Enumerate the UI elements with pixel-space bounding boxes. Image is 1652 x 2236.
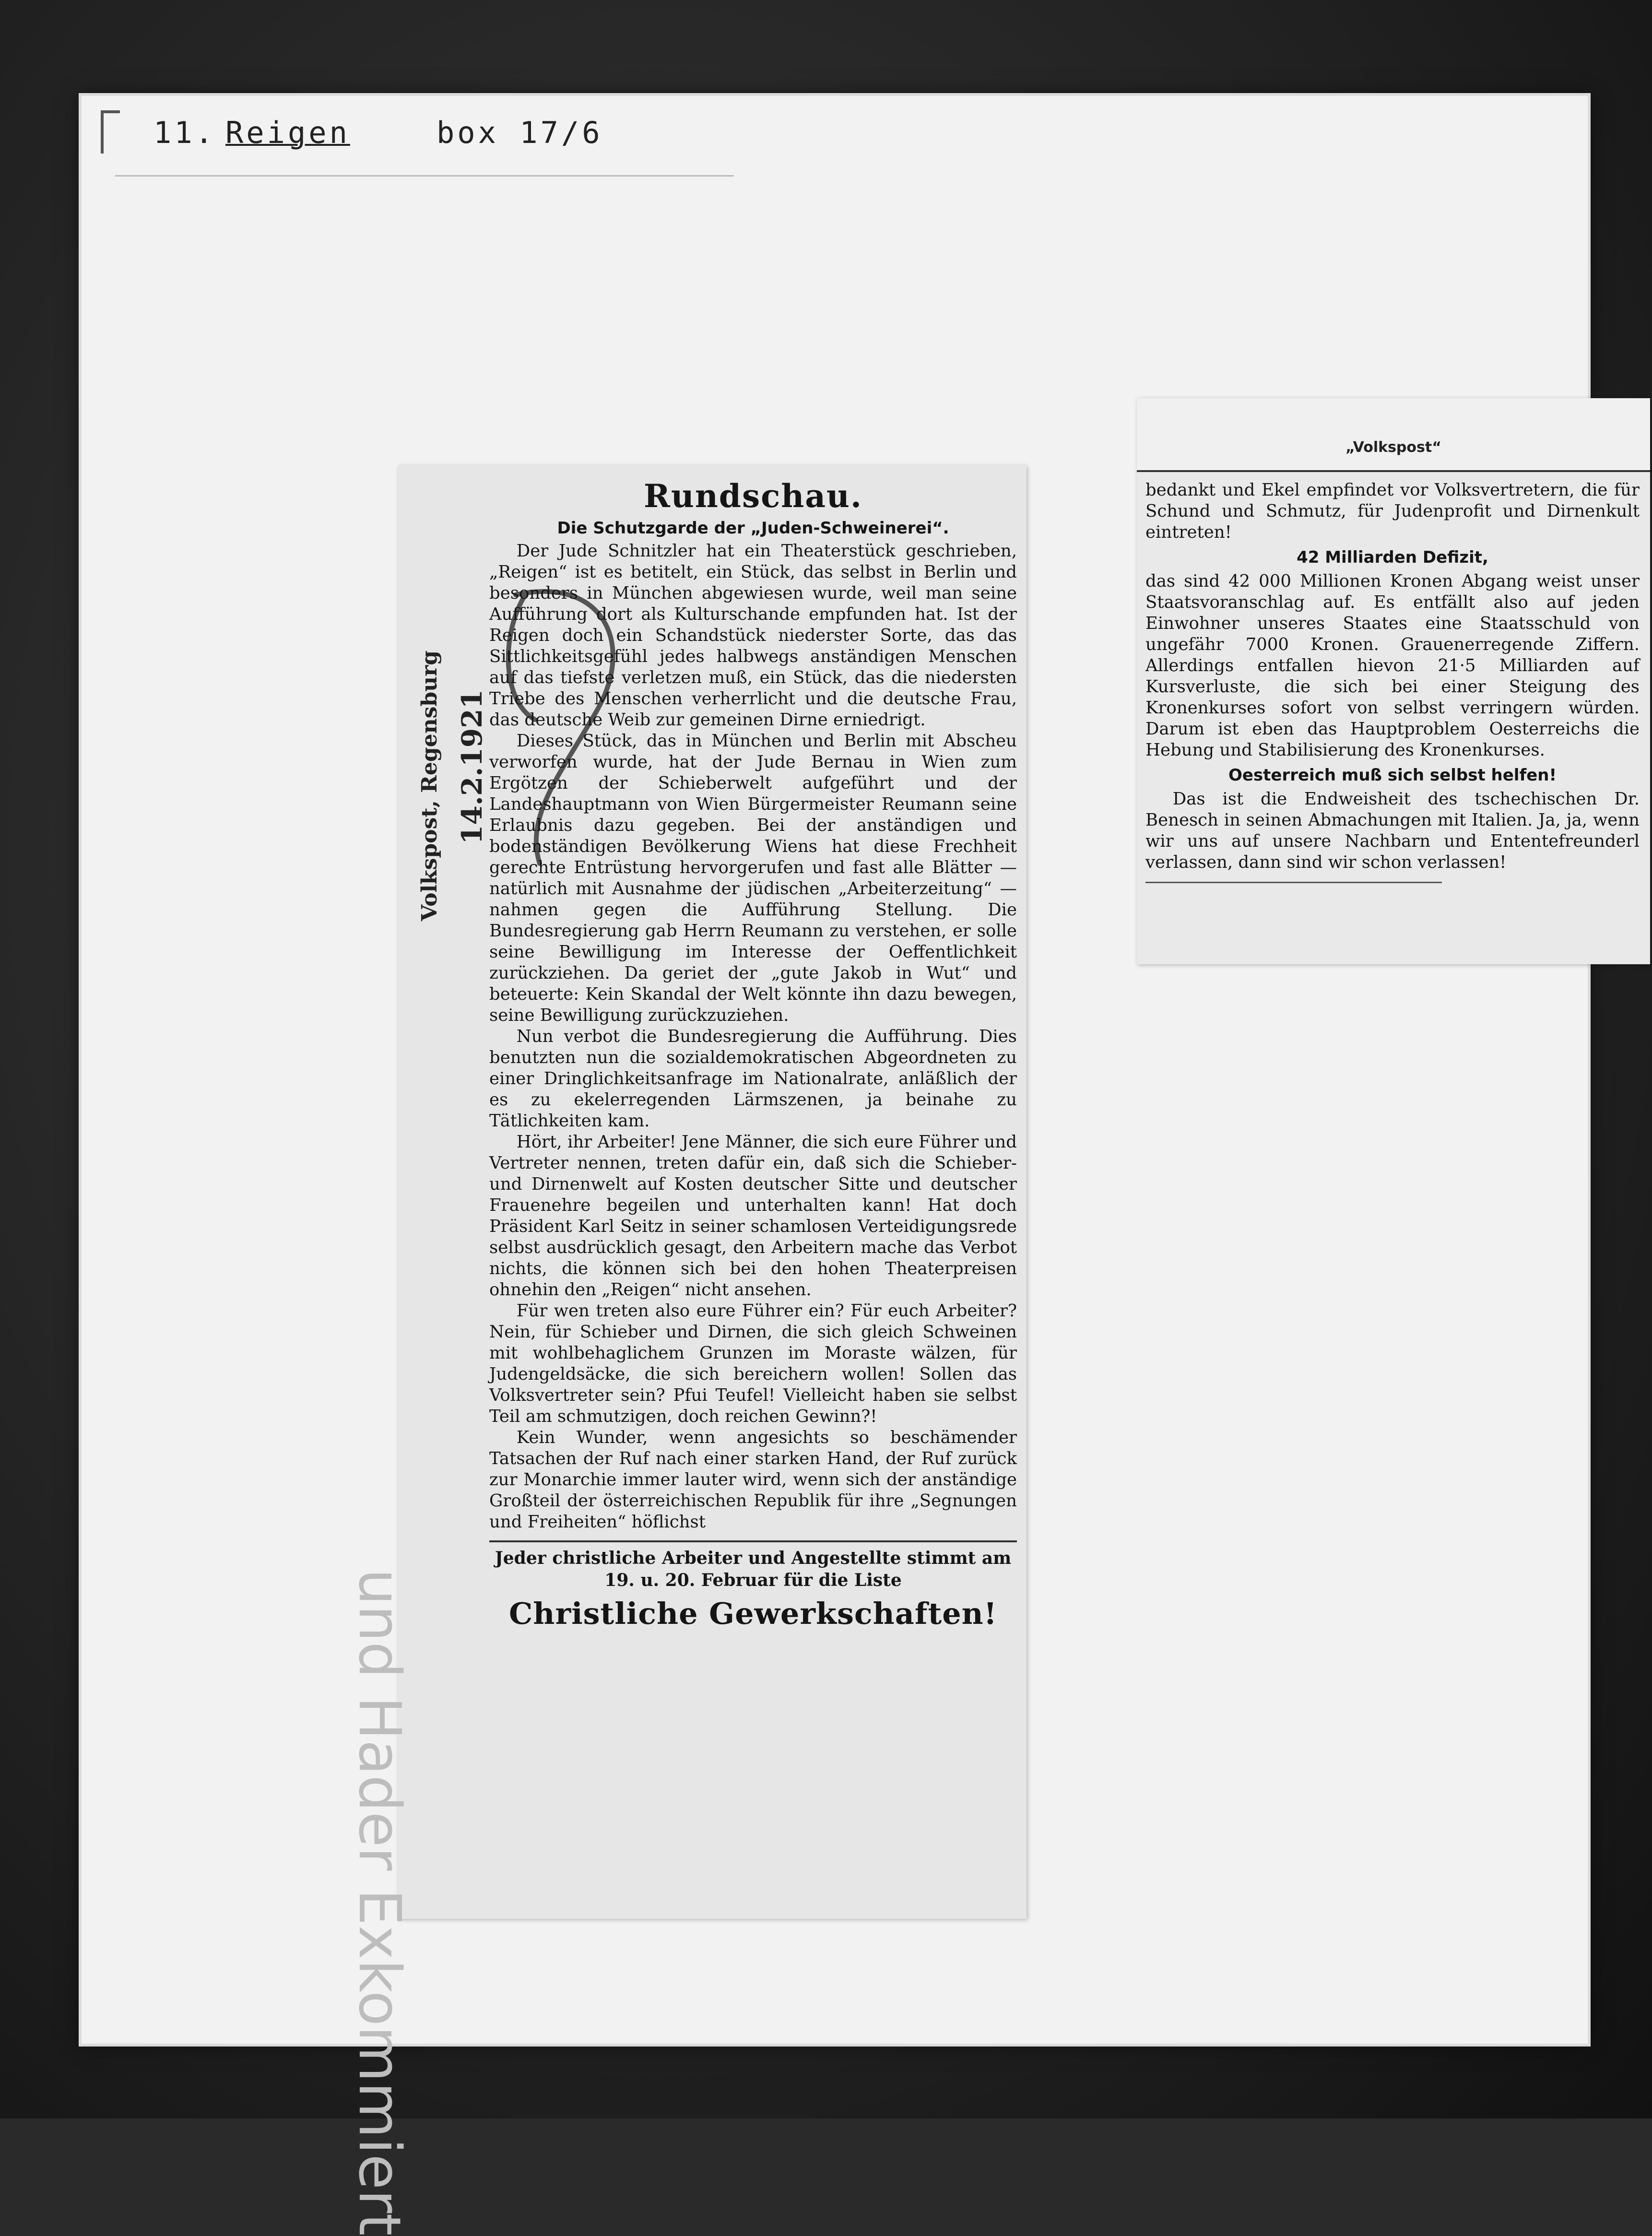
article-body xyxy=(489,477,1017,1631)
stamp-source: Volkspost, Regensburg xyxy=(417,650,442,921)
subheading-austria: Oesterreich muß sich selbst helfen! xyxy=(1228,766,1557,785)
deficit-paragraph: das sind 42 000 Millionen Kronen Abgang weist unser Staatsvoranschlag auf. Es entfällt also auf jeden Einwohner unseres Staates eine Staatsschuld von ungefähr 7000 Kronen. Grauenerregende Ziffern. Allerdings entfallen hievon 21·5 Milliarden auf Kursverluste, die sich bei einer Steigung des Kronenkurses sofort von selbst verringern würden. Darum ist eben das Hauptproblem Oesterreichs die Hebung und Stabilisierung des Kronenkurses. xyxy=(1145,571,1640,760)
newspaper-running-head: „Volkspost“ xyxy=(1345,439,1441,456)
clipping-divider xyxy=(1145,882,1442,883)
article-paragraph: Der Jude Schnitzler hat ein Theaterstück geschrieben, „Reigen“ ist es betitelt, ein Stück, das selbst in Berlin und besonders in München abgewiesen wurde, weil man seine Aufführung dort als Kulturschande empfunden hat. Ist der Reigen doch ein Schandstück niederster Sorte, das das Sittlichkeitsgefühl jedes halbwegs anständigen Menschen auf das tiefste verletzen muß, ein Stück, das die niedersten Triebe des Menschen verherrlicht und die deutsche Frau, das deutsche Weib zur gemeinen Dirne erniedrigt. xyxy=(489,541,1017,730)
section-title: Rundschau. xyxy=(643,477,863,515)
article-paragraph: Hört, ihr Arbeiter! Jene Männer, die sich eure Führer und Vertreter nennen, treten dafür ein, daß sich die Schieber- und Dirnenwelt auf Kosten deutscher Sitte und deutscher Frauenehre begeilen und unterhalten kann! Hat doch Präsident Karl Seitz in seiner schamlosen Verteidigungsrede selbst ausdrücklich gesagt, den Arbeitern mache das Verbot nichts, die können sich bei den hohen Theaterpreisen ohnehin den „Reigen“ nicht ansehen. xyxy=(489,1132,1017,1300)
subheading-deficit: 42 Milliarden Defizit, xyxy=(1297,548,1488,567)
box-number: box 17/6 xyxy=(436,115,603,150)
election-list-name: Christliche Gewerkschaften! xyxy=(509,1596,997,1631)
newspaper-clipping-rundschau xyxy=(346,465,1027,2236)
folder-number: 11. xyxy=(153,115,216,150)
folder-label xyxy=(153,115,603,150)
bleed-through-text: und Hader Exkommiert xyxy=(346,1569,413,2236)
article-paragraph: Für wen treten also eure Führer ein? Für euch Arbeiter? Nein, für Schieber und Dirnen, die sich gleich Schweinen mit wohlbehaglichem Grunzen im Moraste wälzen, für Judengeldsäcke, die sich bereichern wollen! Sollen das Volksvertreter sein? Pfui Teufel! Vielleicht haben sie selbst Teil am schmutzigen, doch reichen Gewinn?! xyxy=(489,1301,1017,1426)
archive-sheet xyxy=(82,96,1640,2236)
election-notice: Jeder christliche Arbeiter und Angestellte stimmt am 19. u. 20. Februar für die Liste xyxy=(495,1548,1012,1590)
header-rule xyxy=(115,175,734,177)
clipping-body xyxy=(1145,480,1640,883)
stamp-date: 14.2.1921 xyxy=(456,689,488,844)
corner-mark xyxy=(101,110,104,154)
austria-paragraph: Das ist die Endweisheit des tschechischen Dr. Benesch in seinen Abmachungen mit Italien. Ja, ja, wenn wir uns auf unsere Nachbarn und Ententefreunderl verlassen, dann sind wir schon verlassen! xyxy=(1145,789,1640,872)
continued-paragraph: bedankt und Ekel empfindet vor Volksvertretern, die für Schund und Schmutz, für Judenprofit und Dirnenkult eintreten! xyxy=(1145,480,1640,542)
article-paragraph: Nun verbot die Bundesregierung die Aufführung. Dies benutzten nun die sozialdemokratischen Abgeordneten zu einer Dringlichkeitsanfrage im Nationalrate, anläßlich der es zu ekelerregenden Lärmszenen, ja beinahe zu Tätlichkeiten kam. xyxy=(489,1027,1017,1131)
running-head-rule xyxy=(1137,470,1650,472)
newspaper-clipping-volkspost xyxy=(1137,398,1650,964)
article-title: Die Schutzgarde der „Juden-Schweinerei“. xyxy=(557,519,949,538)
clipping-top-margin xyxy=(1137,398,1650,470)
article-paragraph: Dieses Stück, das in München und Berlin mit Abscheu verworfen wurde, hat der Jude Bernau in Wien zum Ergötzen der Schieberwelt aufgeführt und der Landeshauptmann von Wien Bürgermeister Reumann seine Erlaubnis dazu gegeben. Bei der anständigen und bodenständigen Bevölkerung Wiens hat diese Frechheit gerechte Entrüstung hervorgerufen und fast alle Blätter — natürlich mit Ausnahme der jüdischen „Arbeiterzeitung“ — nahmen gegen die Aufführung Stellung. Die Bundesregierung gab Herrn Reumann zu verstehen, er solle seine Bewilligung im Interesse der Oeffentlichkeit zurückziehen. Da geriet der „gute Jakob in Wut“ und beteuerte: Kein Skandal der Welt könnte ihn dazu bewegen, seine Bewilligung zurückzuziehen. xyxy=(489,731,1017,1025)
article-divider xyxy=(489,1540,1017,1542)
article-paragraph: Kein Wunder, wenn angesichts so beschämender Tatsachen der Ruf nach einer starken Hand, der Ruf zurück zur Monarchie immer lauter wird, wenn sich der anständige Großteil der österreichischen Republik für ihre „Segnungen und Freiheiten“ höflichst xyxy=(489,1428,1017,1532)
folder-title: Reigen xyxy=(225,115,350,150)
